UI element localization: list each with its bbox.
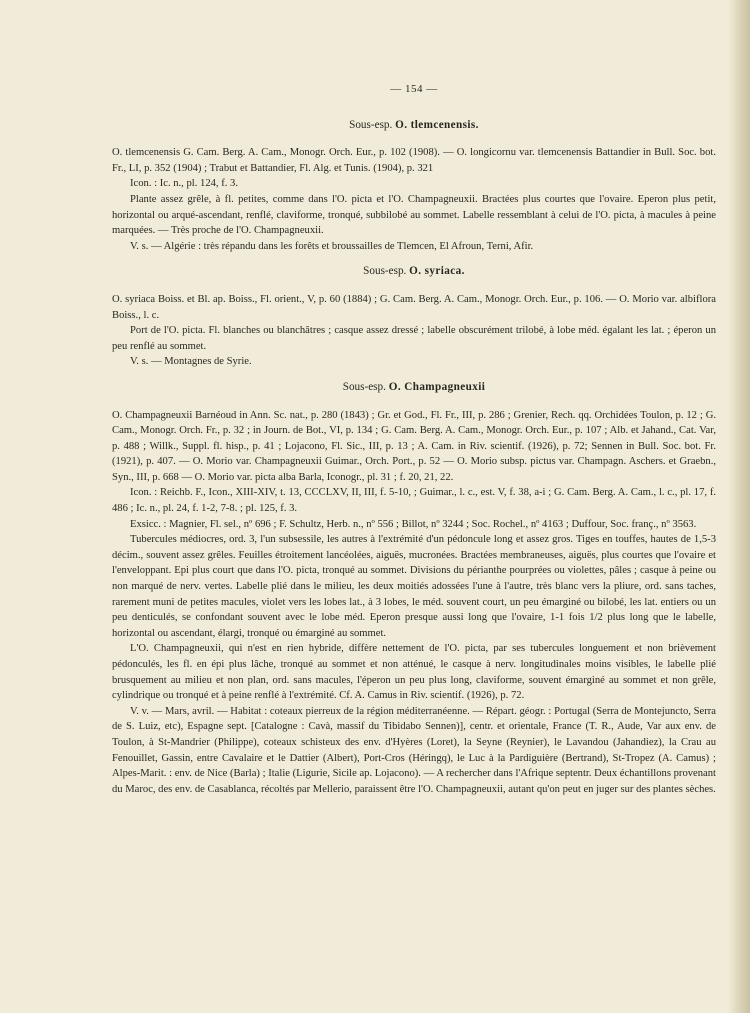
section-title-syriaca <box>112 264 716 280</box>
document-page <box>112 82 716 807</box>
section-body-tlemcenensis <box>112 145 716 254</box>
exsiccata-paragraph: Exsicc. : Magnier, Fl. sel., nº 696 ; F. Schultz, Herb. n., nº 556 ; Billot, nº 3244 ; Soc. Rochel., nº 4163 ; Duffour, Soc. franç., nº 3563. <box>130 518 697 530</box>
section-title-prefix: Sous-esp. <box>349 118 393 131</box>
description-paragraph: Tubercules médiocres, ord. 3, l'un subsessile, les autres à l'extrémité d'un pédoncule long et assez gros. Tiges en touffes, hautes de 1,5-3 décim., souvent assez grêles. Feuilles étroitement lancéolées, aiguës, mucronées. Bractées membraneuses, aiguës, plus courtes que l'ovaire et l'enveloppant. Epi plus court que dans l'O. picta, tronqué au sommet. Divisions du périanthe pourprées ou violettes, pâles ; casque à peine ou non marqué de nerv. vertes. Labelle plié dans le milieu, les deux moitiés adossées l'une à l'autre, très blanc vers la pliure, ord. sans taches, rarement muni de petites macules, violet vers les lobes lat., à 3 lobes, le méd. souvent court, un peu émarginé ou bilobé, les lat. entiers ou un peu denticulés, se confondant souvent avec le lobe méd. Eperon presque aussi long que l'ovaire, 1-1 fois 1/2 plus long que le labelle, horizontal ou ascendant, élargi, tronqué ou émarginé au sommet. <box>112 534 716 639</box>
section-body-champagneuxii <box>112 408 716 798</box>
icon-paragraph: Icon. : Ic. n., pl. 124, f. 3. <box>130 178 238 190</box>
section-title-prefix: Sous-esp. <box>342 380 386 393</box>
distribution-paragraph: V. s. — Algérie : très répandu dans les forêts et broussailles de Tlemcen, El Afroun, Terni, Afir. <box>130 240 534 252</box>
section-title-champagneuxii <box>112 380 716 396</box>
section-title-name: O. syriaca. <box>409 265 465 278</box>
section-title-prefix: Sous-esp. <box>363 265 407 278</box>
page-number: — 154 — <box>390 83 438 95</box>
section-title-name: O. Champagneuxii <box>388 380 486 393</box>
section-title-name: O. tlemcenensis. <box>395 118 479 131</box>
synonymy-paragraph: O. Champagneuxii Barnéoud in Ann. Sc. nat., p. 280 (1843) ; Gr. et God., Fl. Fr., III, p. 286 ; Grenier, Rech. qq. Orchidées Toulon, p. 12 ; G. Cam., Monogr. Orch. Fr., p. 32 ; in Journ. de Bot., VI, p. 134 ; G. Cam. Berg. A. Cam., Monogr. Orch. Eur., p. 107 ; Alb. et Jahand., Cat. Var, p. 488 ; Willk., Suppl. fl. hisp., p. 41 ; Lojacono, Fl. Sic., III, p. 13 ; A. Cam. in Riv. scientif. (1926), p. 72; Sennen in Bull. Soc. bot. Fr. (1921), p. 407. — O. Morio var. Champagneuxii Guimar., Orch. Port., p. 52 — O. Morio subsp. pictus var. Champagn. Aschers. et Graebn., Syn., III, p. 668 — O. Morio var. picta alba Barla, Iconogr., pl. 31 ; f. 20, 21, 22. <box>112 409 716 483</box>
description-paragraph: Plante assez grêle, à fl. petites, comme dans l'O. picta et l'O. Champagneuxii. Bractées plus courtes que l'ovaire. Eperon plus petit, horizontal ou arqué-ascendant, renflé, claviforme, tronqué, subbilobé au sommet. Labelle ressemblant à celui de l'O. picta, à macules à peine marquées. — Très proche de l'O. Champagneuxii. <box>112 193 716 237</box>
section-body-syriaca <box>112 292 716 370</box>
description-paragraph: Port de l'O. picta. Fl. blanches ou blanchâtres ; casque assez dressé ; labelle obscurément trilobé, à lobe méd. égalant les lat. ; éperon un peu renflé au sommet. <box>112 325 716 352</box>
distribution-paragraph: V. v. — Mars, avril. — Habitat : coteaux pierreux de la région méditerranéenne. — Répart. géogr. : Portugal (Serra de Montejuncto, Serra de S. Luiz, etc), Espagne sept. [Catalogne : Cavà, massif du Tibidabo Sennen)], centr. et orientale, France (T. R., Aude, Var aux env. de Toulon, à St-Mandrier (Philippe), coteaux schisteux des env. d'Hyères (Loret), la Seyne (Reynier), le Lavandou (Jahandiez), la Crau au Fenouillet, Gassin, entre Cavalaire et le Dattier (Albert), Port-Cros (Héringq), le Luc à la Pardiguière (Bertrand), St-Tropez (A. Camus) ; Alpes-Marit. : env. de Nice (Barla) ; Italie (Ligurie, Sicile ap. Lojacono). — A rechercher dans l'Afrique septentr. Deux échantillons provenant du Maroc, des env. de Casablanca, récoltés par Mellerio, paraissent être l'O. Champagneuxii, autant qu'on peut en juger sur des plantes sèches. <box>112 705 716 795</box>
distribution-paragraph: V. s. — Montagnes de Syrie. <box>130 356 252 368</box>
section-title-tlemcenensis <box>112 118 716 134</box>
synonymy-paragraph: O. syriaca Boiss. et Bl. ap. Boiss., Fl. orient., V, p. 60 (1884) ; G. Cam. Berg. A. Cam., Monogr. Orch. Eur., p. 106. — O. Morio var. albiflora Boiss., l. c. <box>112 293 716 321</box>
synonymy-paragraph: O. tlemcenensis G. Cam. Berg. A. Cam., Monogr. Orch. Eur., p. 102 (1908). — O. longicornu var. tlemcenensis Battandier in Bull. Soc. bot. Fr., LI, p. 352 (1904) ; Trabut et Battandier, Fl. Alg. et Tunis. (1904), p. 321 <box>112 147 716 174</box>
icon-paragraph: Icon. : Reichb. F., Icon., XIII-XIV, t. 13, CCCLXV, II, III, f. 5-10, ; Guimar., l. c., est. V, f. 38, a-i ; G. Cam. Berg. A. Cam., l. c., pl. 17, f. 486 ; Ic. n., pl. 24, f. 1-2, 7-8. ; pl. 125, f. 3. <box>112 487 716 515</box>
page-edge-shadow <box>728 0 750 1013</box>
comparison-paragraph: L'O. Champagneuxii, qui n'est en rien hybride, diffère nettement de l'O. picta, par ses tubercules longuement et non brièvement pédonculés, les fl. en épi plus lâche, tronqué au sommet et non atténué, le casque à nerv. longitudinales moins visibles, le labelle plié brusquement au milieu et non plan, ord. sans macules, l'éperon un peu plus long, claviforme, souvent émarginé au sommet et non grêle, cylindrique ou tronqué et à peine renflé à l'extrémité. Cf. A. Camus in Riv. scientif. (1926), p. 72. <box>112 643 716 702</box>
